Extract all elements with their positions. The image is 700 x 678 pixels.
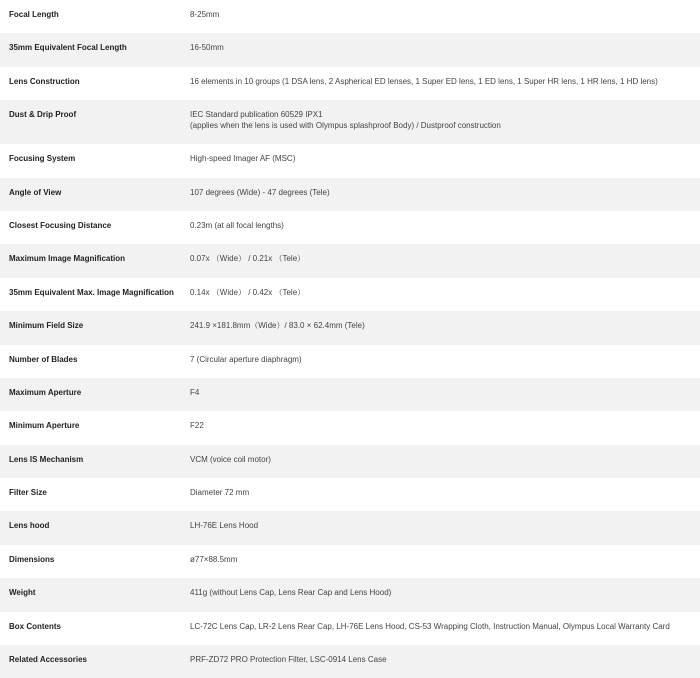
spec-value: 16-50mm bbox=[190, 43, 224, 53]
spec-label: Maximum Aperture bbox=[9, 387, 82, 397]
spec-row-related-accessories bbox=[0, 645, 700, 678]
spec-row-focal-length bbox=[0, 0, 700, 33]
spec-value: 241.9 ×181.8mm（Wide）/ 83.0 × 62.4mm (Tele) bbox=[190, 321, 365, 331]
spec-label: Closest Focusing Distance bbox=[9, 220, 112, 230]
spec-row-minimum-aperture bbox=[0, 411, 700, 444]
spec-value: 411g (without Lens Cap, Lens Rear Cap and Lens Hood) bbox=[190, 588, 392, 598]
spec-value: Diameter 72 mm bbox=[190, 488, 250, 498]
spec-value: High-speed Imager AF (MSC) bbox=[190, 154, 296, 164]
spec-row-weight bbox=[0, 578, 700, 611]
spec-label: Dimensions bbox=[9, 554, 55, 564]
spec-value: 0.14x （Wide） / 0.42x （Tele） bbox=[190, 287, 306, 297]
spec-value bbox=[181, 100, 700, 144]
spec-value: F4 bbox=[190, 387, 200, 397]
spec-value: LH-76E Lens Hood bbox=[190, 521, 259, 531]
spec-value: LC-72C Lens Cap, LR-2 Lens Rear Cap, LH-76E Lens Hood, CS-53 Wrapping Cloth, Instruction Manual, Olympus Local Warranty Card bbox=[190, 621, 670, 631]
spec-row-angle-of-view bbox=[0, 178, 700, 211]
spec-row-dust-drip-proof bbox=[0, 100, 700, 144]
spec-label: Dust & Drip Proof bbox=[9, 110, 77, 120]
spec-label: Lens IS Mechanism bbox=[9, 454, 84, 464]
spec-row-number-of-blades bbox=[0, 345, 700, 378]
spec-value-line-1: IEC Standard publication 60529 IPX1 bbox=[190, 110, 323, 120]
spec-value: ø77×88.5mm bbox=[190, 554, 238, 564]
spec-row-closest-focusing-distance bbox=[0, 211, 700, 244]
spec-row-lens-construction bbox=[0, 67, 700, 100]
spec-value: VCM (voice coil motor) bbox=[190, 454, 271, 464]
spec-label: Focusing System bbox=[9, 154, 76, 164]
spec-label: Minimum Aperture bbox=[9, 421, 80, 431]
spec-label: Minimum Field Size bbox=[9, 321, 84, 331]
spec-row-dimensions bbox=[0, 545, 700, 578]
spec-row-lens-hood bbox=[0, 511, 700, 544]
spec-label: 35mm Equivalent Max. Image Magnification bbox=[9, 287, 174, 297]
spec-label: Number of Blades bbox=[9, 354, 78, 364]
spec-value: 0.07x （Wide） / 0.21x （Tele） bbox=[190, 254, 306, 264]
spec-value: 7 (Circular aperture diaphragm) bbox=[190, 354, 302, 364]
spec-label: Maximum Image Magnification bbox=[9, 254, 126, 264]
spec-row-box-contents bbox=[0, 612, 700, 645]
spec-value: 107 degrees (Wide) - 47 degrees (Tele) bbox=[190, 187, 330, 197]
spec-row-lens-is-mechanism bbox=[0, 445, 700, 478]
spec-label: Lens hood bbox=[9, 521, 50, 531]
spec-value: PRF-ZD72 PRO Protection Filter, LSC-0914 Lens Case bbox=[190, 655, 387, 665]
spec-row-maximum-aperture bbox=[0, 378, 700, 411]
spec-row-maximum-image-magnification bbox=[0, 244, 700, 277]
spec-value: F22 bbox=[190, 421, 204, 431]
spec-label: 35mm Equivalent Focal Length bbox=[9, 43, 127, 53]
spec-row-35mm-equivalent-max-image-magnification bbox=[0, 278, 700, 311]
spec-label: Lens Construction bbox=[9, 76, 80, 86]
spec-label: Related Accessories bbox=[9, 655, 87, 665]
spec-label: Focal Length bbox=[9, 10, 59, 19]
spec-value-line-2: (applies when the lens is used with Olympus splashproof Body) / Dustproof construction bbox=[190, 121, 501, 131]
spec-label: Filter Size bbox=[9, 488, 47, 498]
spec-row-focusing-system bbox=[0, 144, 700, 177]
spec-row-35mm-equivalent-focal-length bbox=[0, 33, 700, 66]
spec-value: 0.23m (at all focal lengths) bbox=[190, 220, 284, 230]
spec-label: Angle of View bbox=[9, 187, 62, 197]
spec-label: Box Contents bbox=[9, 621, 61, 631]
spec-row-minimum-field-size bbox=[0, 311, 700, 344]
spec-value: 8-25mm bbox=[190, 10, 220, 19]
spec-value: 16 elements in 10 groups (1 DSA lens, 2 Aspherical ED lenses, 1 Super ED lens, 1 ED lens, 1 Super HR lens, 1 HR lens, 1 HD lens) bbox=[190, 76, 658, 86]
spec-row-filter-size bbox=[0, 478, 700, 511]
spec-label: Weight bbox=[9, 588, 36, 598]
